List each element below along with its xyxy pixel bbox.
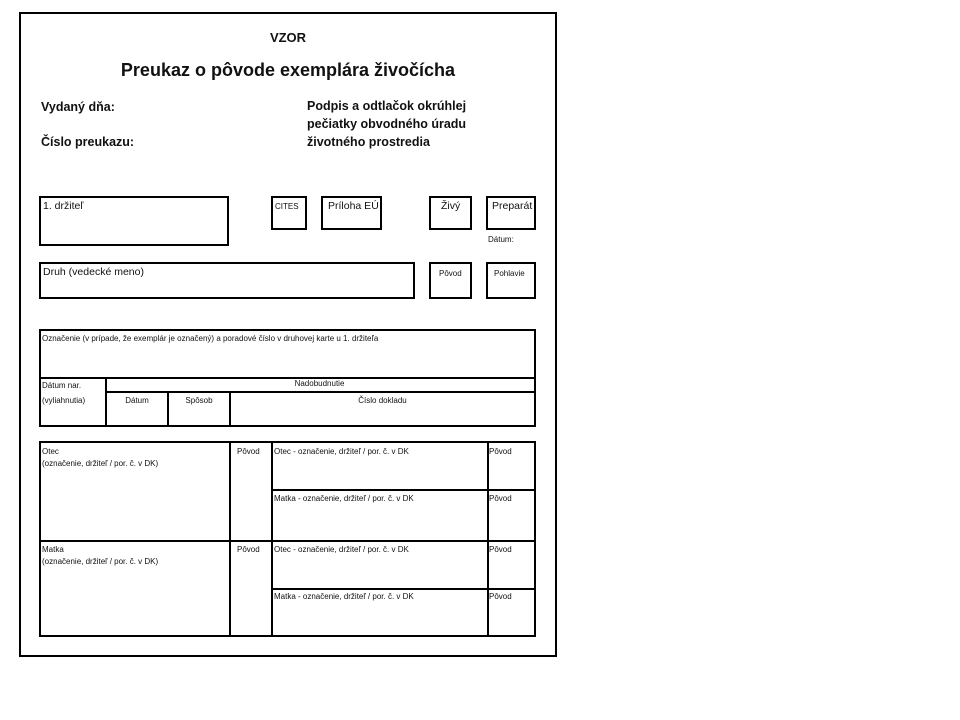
sample-stamp: VZOR <box>269 30 307 45</box>
origin-box[interactable] <box>429 262 472 299</box>
acq-date-label: Dátum <box>125 396 149 405</box>
maternal-grandfather-label: Otec - označenie, držiteľ / por. č. v DK <box>274 545 409 554</box>
species-field[interactable] <box>39 262 415 299</box>
gp-origin-label-3: Pôvod <box>489 545 512 554</box>
form-sheet <box>19 12 557 657</box>
gp-row-2 <box>271 588 534 590</box>
parents-col-2 <box>271 443 273 635</box>
parents-table <box>39 441 536 637</box>
holder-field[interactable] <box>39 196 229 246</box>
issued-date-label: Vydaný dňa: <box>41 100 115 114</box>
holder-label: 1. držiteľ <box>43 200 84 212</box>
acquisition-divider <box>105 391 534 393</box>
specimen-label: Preparát <box>492 200 533 212</box>
cites-label: CITES <box>275 202 299 211</box>
cites-box[interactable] <box>271 196 307 230</box>
acq-doc-number-label: Číslo dokladu <box>358 396 407 405</box>
certificate-number-label: Číslo preukazu: <box>41 135 135 149</box>
sex-box[interactable] <box>486 262 536 299</box>
specimen-box[interactable] <box>486 196 536 230</box>
maternal-grandmother-label: Matka - označenie, držiteľ / por. č. v DK <box>274 592 414 601</box>
parents-mid-row <box>41 540 534 542</box>
alive-box[interactable] <box>429 196 472 230</box>
gp-origin-label-1: Pôvod <box>489 447 512 456</box>
marking-label: Označenie (v prípade, že exemplár je označený) a poradové číslo v druhovej karte u 1. držiteľa <box>42 334 379 343</box>
annex-eu-label: Príloha EÚ <box>328 200 379 212</box>
paternal-grandmother-label: Matka - označenie, držiteľ / por. č. v DK <box>274 494 414 503</box>
paternal-grandfather-label: Otec - označenie, držiteľ / por. č. v DK <box>274 447 409 456</box>
origin-label: Pôvod <box>439 269 462 278</box>
marking-table <box>39 329 536 427</box>
parents-col-1 <box>229 443 231 635</box>
signature-note: Podpis a odtlačok okrúhlej pečiatky obvodného úradu životného prostredia <box>307 99 467 149</box>
birth-date-label: Dátum nar. <box>42 381 82 390</box>
father-label: Otec <box>42 447 59 456</box>
annex-eu-box[interactable] <box>321 196 382 230</box>
gp-row-1 <box>271 489 534 491</box>
species-label: Druh (vedecké meno) <box>43 266 144 278</box>
gp-origin-label-4: Pôvod <box>489 592 512 601</box>
mother-origin-label: Pôvod <box>237 545 260 554</box>
acquisition-label: Nadobudnutie <box>294 379 345 388</box>
gp-origin-label-2: Pôvod <box>489 494 512 503</box>
alive-label: Živý <box>441 200 461 212</box>
marking-input[interactable] <box>43 347 532 375</box>
form-title: Preukaz o pôvode exemplára živočícha <box>120 60 456 80</box>
acq-method-label: Spôsob <box>185 396 213 405</box>
parents-col-3 <box>487 443 489 635</box>
father-sublabel: (označenie, držiteľ / por. č. v DK) <box>42 459 159 468</box>
sex-label: Pohlavie <box>494 269 525 278</box>
specimen-date-label: Dátum: <box>488 235 514 244</box>
hatch-label: (vyliahnutia) <box>42 396 86 405</box>
mother-sublabel: (označenie, držiteľ / por. č. v DK) <box>42 557 159 566</box>
mother-label: Matka <box>42 545 64 554</box>
father-origin-label: Pôvod <box>237 447 260 456</box>
